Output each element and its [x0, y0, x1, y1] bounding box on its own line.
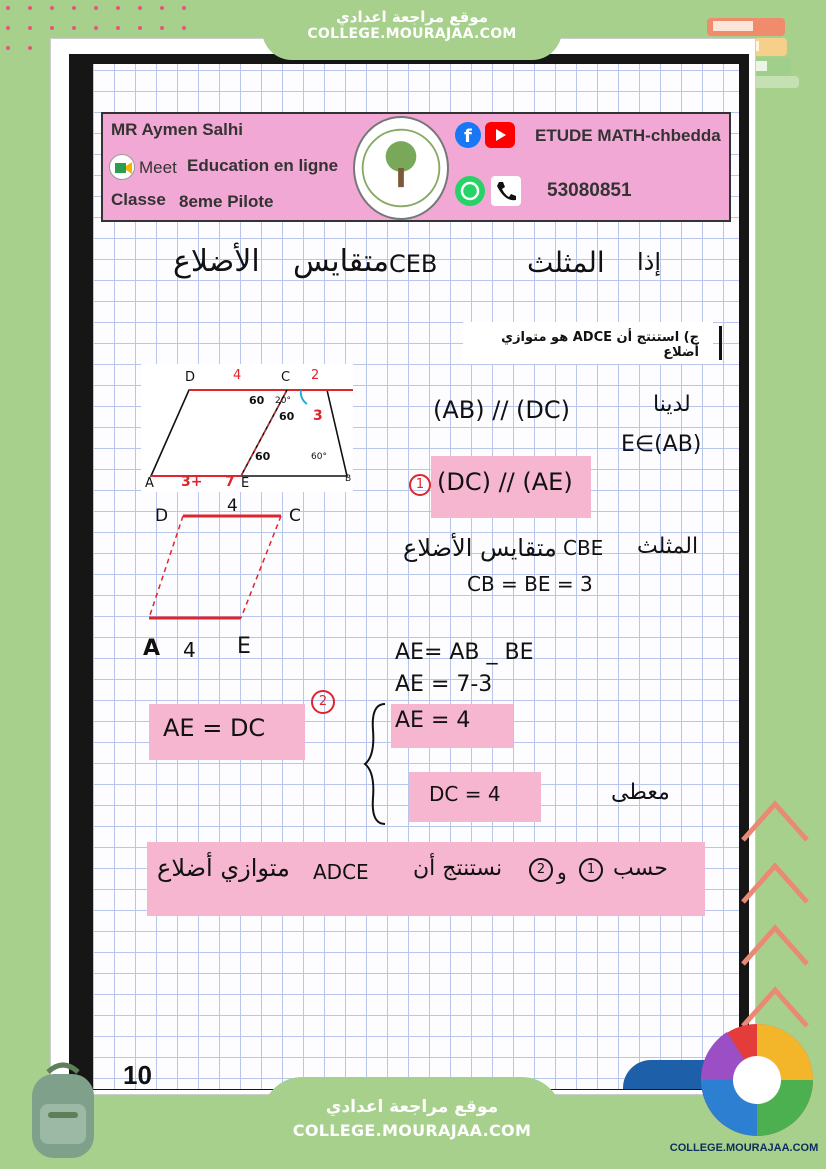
meet-icon	[109, 154, 135, 180]
fig-label-c: C	[281, 370, 291, 385]
worksheet-paper	[93, 64, 739, 1089]
backpack-icon	[18, 1058, 108, 1163]
eq-ae-ab-be: AE= AB _ BE	[395, 640, 534, 665]
top-site-banner[interactable]	[262, 0, 562, 60]
circle-number-2: 2	[311, 690, 335, 714]
fig-angle-60d: 60°	[311, 452, 327, 462]
final-arabic-a: حسب	[613, 856, 668, 881]
facebook-icon	[455, 122, 481, 148]
class-value: 8eme Pilote	[179, 192, 274, 211]
brace-icon	[361, 700, 389, 830]
fig-angle-60b: 60	[279, 410, 295, 423]
svg-text:f: f	[464, 126, 472, 147]
final-circle-1: 1	[579, 858, 603, 882]
eq-ae-dc: AE = DC	[163, 714, 266, 742]
fig-label-b: B	[345, 474, 352, 484]
document-frame	[50, 38, 756, 1095]
line2-arabic-b: متقايس الأضلاع	[403, 534, 557, 562]
rect-bottom-len: 4	[183, 638, 196, 662]
circle-number-1: 1	[409, 474, 431, 496]
line1-code: CEB	[389, 250, 438, 278]
fig-len-eb: 7	[225, 474, 235, 490]
site-url[interactable]: COLLEGE.MOURAJAA.COM	[307, 26, 517, 42]
rect-label-c: C	[289, 506, 301, 526]
fig-len-cb: 3	[313, 408, 323, 424]
fig-len-dc: 4	[233, 368, 242, 383]
center-logo-icon	[353, 116, 449, 220]
trapezoid-figure	[141, 364, 353, 492]
final-and: و	[557, 860, 567, 884]
site-caption[interactable]: COLLEGE.MOURAJAA.COM	[669, 1142, 819, 1154]
fig-angle-20: 20°	[275, 396, 291, 406]
site-name-arabic: موقع مراجعة اعدادي	[336, 8, 488, 26]
whatsapp-icon	[455, 176, 485, 206]
meet-label: Meet	[139, 158, 177, 177]
fig-label-e: E	[241, 476, 250, 491]
note-arabic: لدينا	[653, 392, 691, 417]
site-url-bottom[interactable]: COLLEGE.MOURAJAA.COM	[292, 1121, 532, 1140]
rect-top-len: 4	[227, 496, 238, 516]
line2-code: CBE	[563, 536, 604, 560]
fig-angle-60c: 60	[255, 450, 271, 463]
final-code: ADCE	[313, 860, 369, 884]
eq-dc-4: DC = 4	[429, 782, 501, 806]
phone-icon	[491, 176, 521, 206]
teacher-name: MR Aymen Salhi	[111, 120, 243, 139]
line1-arabic-b: متقايس	[293, 244, 390, 279]
center-title: ETUDE MATH-chbedda	[535, 126, 721, 145]
chevron-decoration-icon	[735, 790, 815, 1050]
eq-cb-be: CB = BE = 3	[467, 572, 593, 596]
rect-label-e: E	[237, 634, 251, 659]
given-arabic: معطى	[611, 780, 670, 805]
youtube-icon	[485, 122, 515, 148]
class-label: Classe	[111, 190, 166, 209]
fig-angle-60a: 60	[249, 394, 265, 407]
parallel-dc-ae: (DC) // (AE)	[437, 468, 573, 496]
line1-arabic-c: المثلث	[527, 246, 605, 279]
rect-label-d: D	[155, 506, 169, 526]
fig-label-a: A	[145, 476, 154, 491]
line1-arabic-a: الأضلاع	[173, 244, 260, 279]
site-name-arabic-bottom: موقع مراجعة اعدادي	[325, 1097, 499, 1117]
fig-label-d: D	[185, 370, 196, 385]
question-text: ج) استنتج أن ADCE هو متوازي أضلاع	[501, 330, 699, 360]
college-logo-wheel-icon	[697, 1020, 817, 1140]
line1-arabic-d: إذا	[637, 248, 662, 276]
education-label: Education en ligne	[187, 156, 339, 175]
fig-small-2: 2	[311, 368, 320, 383]
line2-arabic-a: المثلث	[637, 534, 699, 559]
question-bar	[719, 326, 722, 360]
final-circle-2: 2	[529, 858, 553, 882]
bottom-site-banner[interactable]	[262, 1077, 562, 1169]
page-number: 10	[123, 1060, 152, 1089]
final-arabic-b: نستنتج أن	[413, 856, 503, 881]
eq-ae-4: AE = 4	[395, 708, 471, 733]
teacher-header-card	[101, 112, 731, 222]
fig-len-ae: 3+	[181, 474, 203, 490]
eq-ae-7-3: AE = 7-3	[395, 672, 493, 697]
phone-number: 53080851	[547, 180, 632, 201]
rect-label-a: A	[143, 636, 161, 661]
final-arabic-c: متوازي أضلاع	[157, 854, 290, 882]
e-belongs-ab: E∈(AB)	[621, 432, 702, 457]
parallel-ab-dc: (AB) // (DC)	[433, 396, 571, 424]
photo-border	[69, 54, 749, 1090]
